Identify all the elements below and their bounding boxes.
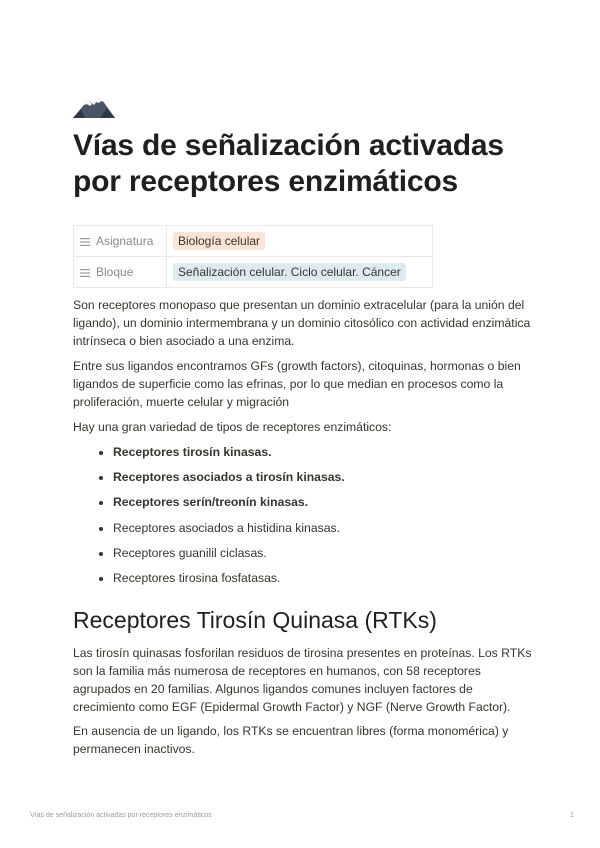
list-item: • Receptores tirosín kinasas. (113, 443, 533, 461)
paragraph: Son receptores monopaso que presentan un dominio extracelular (para la unión del ligando), un dominio intermembrana y un dominio citosólico con actividad enzimática intrínseca o bien asociado a una enzima. (73, 298, 531, 348)
list-item: • Receptores asociados a tirosín kinasas. (113, 468, 533, 486)
rtk-section (73, 644, 533, 764)
paragraph: Las tirosín quinasas fosforilan residuos de tirosina presentes en proteínas. Los RTKs son la familia más numerosa de receptores en humanos, con 58 receptores agrupados en 20 familias. Algunos ligandos comunes incluyen factores de crecimiento como EGF (Epidermal Growth Factor) y NGF (Nerve Growth Factor). (73, 646, 532, 714)
property-value[interactable] (167, 257, 433, 288)
receptor-types-list (73, 443, 533, 587)
page-footer (30, 812, 574, 819)
subject-tag[interactable]: Biología celular (173, 232, 265, 250)
list-item: • Receptores asociados a histidina kinasas. (113, 519, 533, 537)
property-key: Bloque (74, 257, 167, 288)
list-lines-icon (80, 269, 90, 277)
footer-title: Vías de señalización activadas por receptores enzimáticos (30, 812, 212, 819)
property-key: Asignatura (74, 226, 167, 257)
property-row (74, 226, 433, 257)
paragraph: Entre sus ligandos encontramos GFs (growth factors), citoquinas, hormonas o bien ligandos de superficie como las efrinas, por lo que median en procesos como la proliferación, muerte celular y migración (73, 359, 521, 409)
list-item: • Receptores serín/treonín kinasas. (113, 493, 533, 511)
property-value[interactable] (167, 226, 433, 257)
page-number: 1 (570, 812, 574, 819)
paragraph: En ausencia de un ligando, los RTKs se encuentran libres (forma monomérica) y permanecen inactivos. (73, 724, 509, 756)
block-tag[interactable]: Señalización celular. Ciclo celular. Cáncer (173, 263, 406, 281)
list-item: • Receptores guanilil ciclasas. (113, 544, 533, 562)
page-title: Vías de señalización activadas por receptores enzimáticos (73, 129, 504, 198)
property-row (74, 257, 433, 288)
section-heading: Receptores Tirosín Quinasa (RTKs) (73, 607, 437, 633)
properties-table (73, 225, 433, 288)
paragraph: Hay una gran variedad de tipos de receptores enzimáticos: (73, 420, 392, 434)
intro-section (73, 296, 533, 594)
list-item: • Receptores tirosina fosfatasas. (113, 569, 533, 587)
mountain-logo-icon (73, 94, 115, 120)
list-lines-icon (80, 238, 90, 246)
